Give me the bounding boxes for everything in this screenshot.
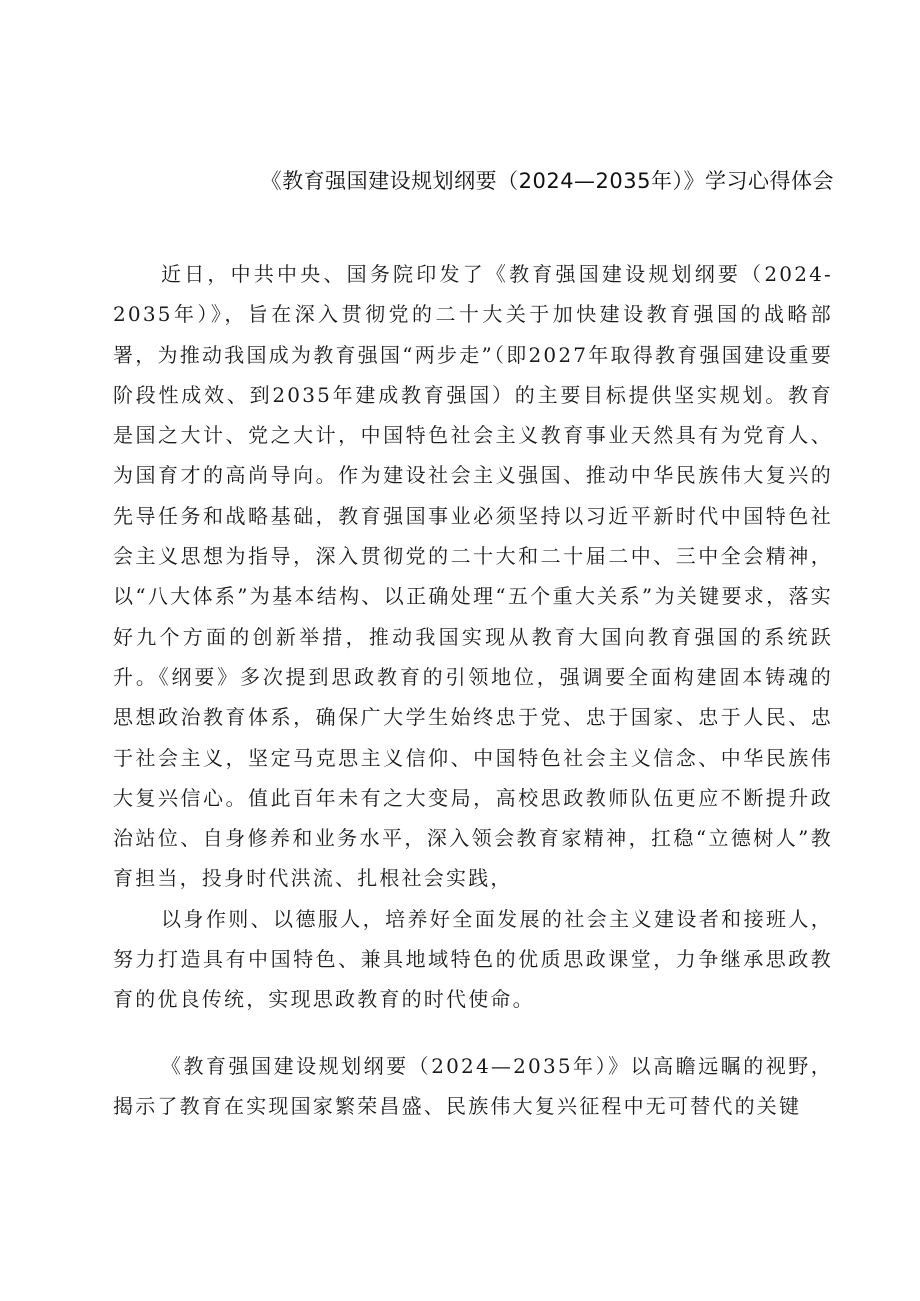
- paragraph-3: 《教育强国建设规划纲要（2024—2035年）》以高瞻远瞩的视野，揭示了教育在实现国家繁荣昌盛、民族伟大复兴征程中无可替代的关键: [113, 1053, 833, 1118]
- document-title: 《教育强国建设规划纲要（2024—2035年）》学习心得体会: [260, 169, 834, 193]
- paragraph-1: 近日，中共中央、国务院印发了《教育强国建设规划纲要（2024-2035年）》，旨在深入贯彻党的二十大关于加快建设教育强国的战略部署，为推动我国成为教育强国“两步走”（即2027年取得教育强国建设重要阶段性成效、到2035年建成教育强国）的主要目标提供坚实规划。教育是国之大计、党之大计，中国特色社会主义教育事业天然具有为党育人、为国育才的高尚导向。作为建设社会主义强国、推动中华民族伟大复兴的先导任务和战略基础，教育强国事业必须坚持以习近平新时代中国特色社会主义思想为指导，深入贯彻党的二十大和二十届二中、三中全会精神，以“八大体系”为基本结构、以正确处理“五个重大关系”为关键要求，落实好九个方面的创新举措，推动我国实现从教育大国向教育强国的系统跃升。《纲要》多次提到思政教育的引领地位，强调要全面构建固本铸魂的思想政治教育体系，确保广大学生始终忠于党、忠于国家、忠于人民、忠于社会主义，坚定马克思主义信仰、中国特色社会主义信念、中华民族伟大复兴信心。值此百年未有之大变局，高校思政教师队伍更应不断提升政治站位、自身修养和业务水平，深入领会教育家精神，扛稳“立德树人”教育担当，投身时代洪流、扎根社会实践，: [113, 262, 833, 891]
- paragraph-2: 以身作则、以德服人，培养好全面发展的社会主义建设者和接班人，努力打造具有中国特色、兼具地域特色的优质思政课堂，力争继承思政教育的优良传统，实现思政教育的时代使命。: [113, 906, 833, 1012]
- paragraph-spacer: [113, 1020, 833, 1046]
- document-body: [113, 254, 833, 1126]
